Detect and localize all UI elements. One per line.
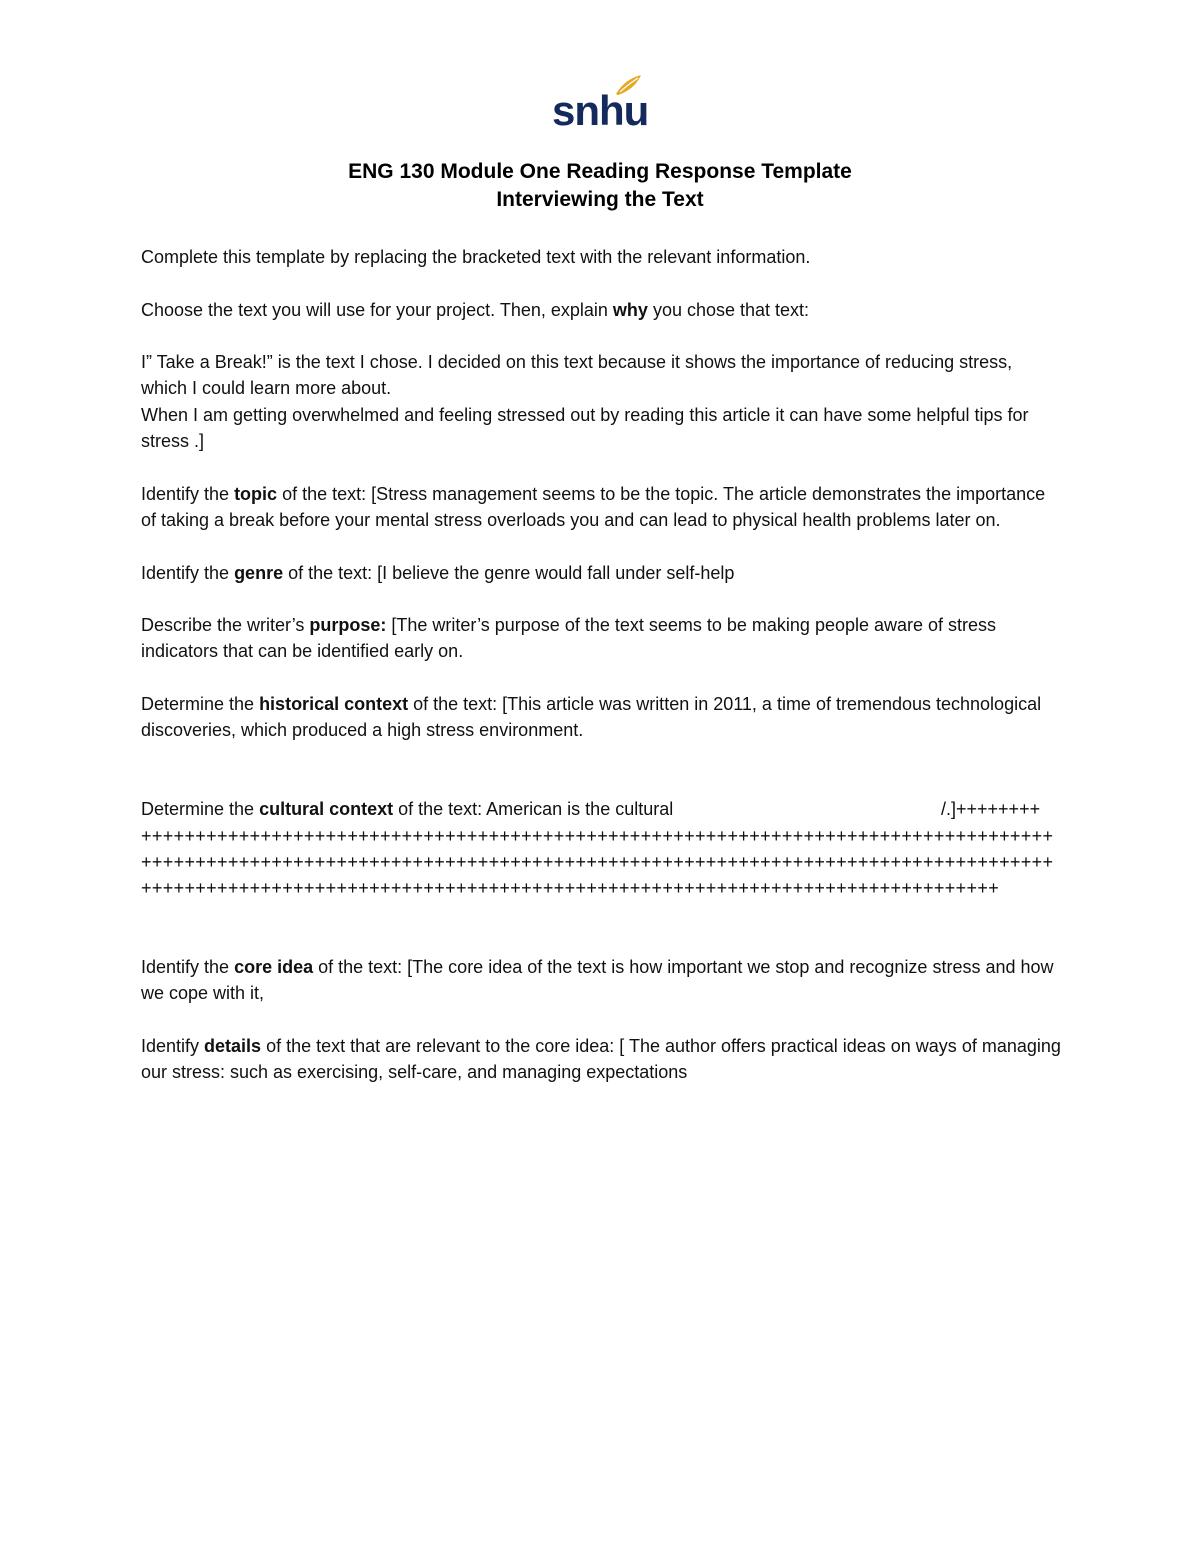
details-answer: of the text that are relevant to the core idea: [ The author offers practical ideas on ways of managing our stress: such as exercising, self-care, and managing expectations — [141, 1035, 1061, 1083]
historical-answer: of the text: [This article was written in 2011, a time of tremendous technological discoveries, which produced a high stress environment. — [141, 694, 1042, 741]
plus-characters: +++++++++++++++++++++++++++++++++++++++++++++++++++++++++++++++++++++++++++++++++++++++++++++++++++++++++++++++++++++++++++++++++++++++++++++++++++++++++++++++++++++++++++++++++++++++++++++++++++++++++++++++++++++++++++++++++++++++++++++++++++++++ — [141, 825, 1054, 899]
topic-paragraph — [141, 481, 1061, 534]
details-keyword: details — [204, 1035, 262, 1056]
genre-answer: of the text: [I believe the genre would fall under self-help — [283, 562, 735, 583]
core-idea-paragraph — [141, 954, 1061, 1007]
details-paragraph — [141, 1033, 1061, 1086]
choose-paragraph — [141, 297, 1061, 323]
historical-keyword: historical context — [259, 694, 409, 715]
cultural-paragraph — [141, 796, 1061, 822]
historical-paragraph — [141, 691, 1061, 744]
purpose-keyword: purpose: — [309, 615, 387, 636]
genre-prefix: Identify the — [141, 562, 235, 583]
logo-wordmark: snhu — [552, 87, 649, 134]
core-answer: of the text: [The core idea of the text is how important we stop and recognize stress and how we cope with it, — [141, 957, 1054, 1004]
choose-prefix: Choose the text you will use for your project. Then, explain — [141, 299, 613, 320]
details-prefix: Identify — [141, 1035, 205, 1056]
cultural-prefix: Determine the — [141, 799, 260, 820]
choose-keyword: why — [612, 299, 648, 320]
topic-keyword: topic — [234, 483, 278, 504]
choose-suffix: you chose that text: — [647, 299, 810, 320]
title-block — [0, 158, 1200, 214]
response-paragraph-2: When I am getting overwhelmed and feeling stressed out by reading this article it can have some helpful tips for stress .] — [141, 404, 1029, 452]
response-paragraph-1: I” Take a Break!” is the text I chose. I decided on this text because it shows the importance of reducing stress, which I could learn more about. — [141, 352, 1013, 399]
purpose-paragraph — [141, 612, 1061, 665]
cultural-trailing-text: /.]++++++++ — [941, 799, 1041, 820]
genre-paragraph — [141, 560, 1061, 586]
core-keyword: core idea — [234, 957, 314, 978]
topic-answer: of the text: [Stress management seems to be the topic. The article demonstrates the importance of taking a break before your mental stress overloads you and can lead to physical health problems later on. — [141, 483, 1046, 530]
cultural-keyword: cultural context — [259, 799, 394, 820]
genre-keyword: genre — [234, 562, 284, 583]
historical-prefix: Determine the — [141, 694, 260, 715]
purpose-prefix: Describe the writer’s — [141, 615, 310, 636]
intro-paragraph: Complete this template by replacing the bracketed text with the relevant information. — [141, 247, 811, 267]
topic-prefix: Identify the — [141, 483, 235, 504]
core-prefix: Identify the — [141, 957, 235, 978]
page-title: ENG 130 Module One Reading Response Template — [348, 160, 852, 183]
purpose-answer: [The writer’s purpose of the text seems to be making people aware of stress indicators that can be identified early on. — [141, 615, 997, 662]
page-subtitle: Interviewing the Text — [496, 188, 704, 211]
cultural-answer: of the text: American is the cultural — [393, 799, 674, 820]
document-body — [141, 244, 1061, 1086]
snhu-logo — [552, 72, 649, 134]
